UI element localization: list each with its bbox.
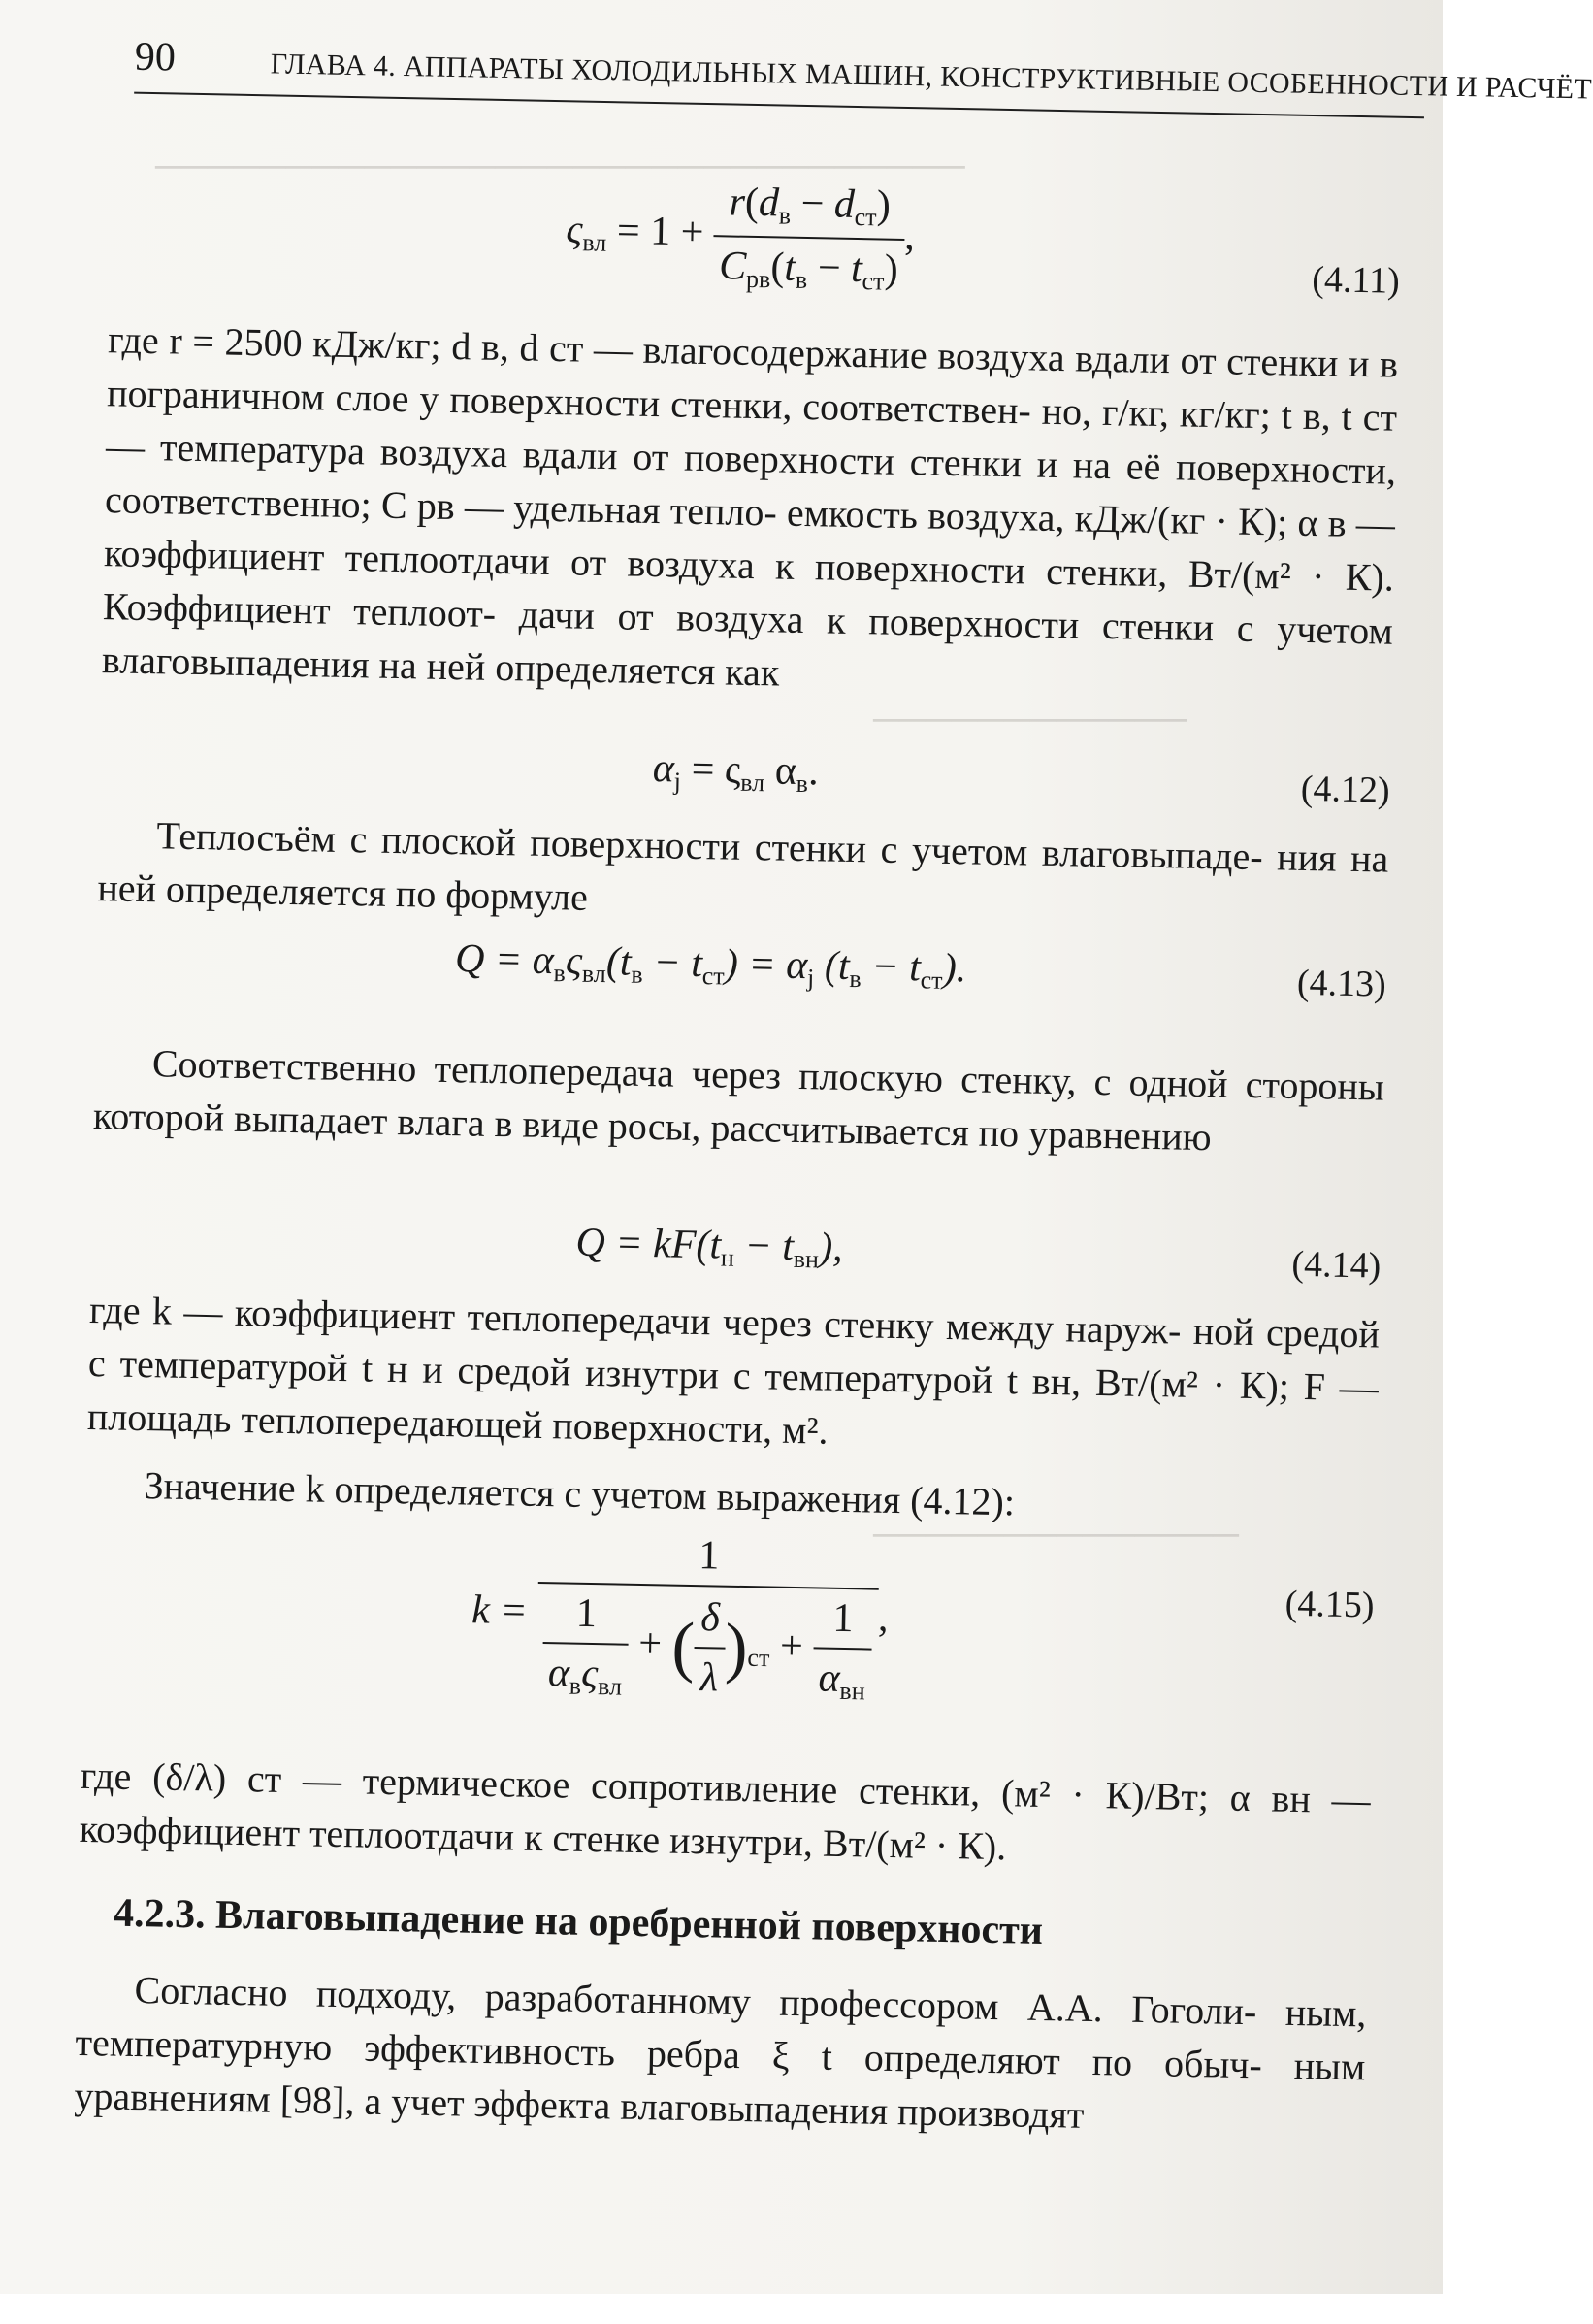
paragraph: где (δ/λ) ст — термическое сопротивление стенки, (м² · К)/Вт; α вн — коэффициент теплоотдачи к стенке изнутри, Вт/(м² · К). bbox=[79, 1752, 1372, 1869]
bleed-through-artifact: ─────────────────────────────── bbox=[155, 147, 965, 187]
bleed-through-artifact: ──────────── bbox=[873, 700, 1187, 740]
equation-number: (4.14) bbox=[1291, 1243, 1382, 1287]
running-header bbox=[124, 31, 1593, 124]
paragraph: Значение k определяется с учетом выражения (4.12): bbox=[144, 1463, 1016, 1524]
equation-number: (4.11) bbox=[1311, 259, 1401, 302]
equation-4-12: $\alpha_j = \varsigma_{вл}$ $\alpha_в$. (4.12) bbox=[652, 746, 1391, 811]
chapter-title: ГЛАВА 4. АППАРАТЫ ХОЛОДИЛЬНЫХ МАШИН, КОНСТРУКТИВНЫЕ ОСОБЕННОСТИ И РАСЧЁТ bbox=[270, 48, 1593, 106]
equation-4-14: $Q = kF(t_н - t_{вн})$, (4.14) bbox=[575, 1220, 1382, 1287]
paragraph: Соответственно теплопередача через плоскую стенку, с одной стороны которой выпадает влага в виде росы, рассчитывается по уравнению bbox=[92, 1041, 1385, 1160]
equation-number: (4.13) bbox=[1296, 962, 1387, 1005]
paragraph: где r = 2500 кДж/кг; d в, d ст — влагосодержание воздуха вдали от стенки и в пограничном слое у поверхности стенки, соответствен- но, г/кг, кг/кг; t в, t ст — температура воздуха вдали от поверхности стенки и на её поверхности, соответственно; C pв — удельная тепло- емкость воздуха, кДж/(кг · К); α в — коэффициент теплоотдачи от воздуха к поверхности стенки, Вт/(м² · К). Коэффициент теплоот- дачи от воздуха к поверхности стенки с учетом влаговыпадения на ней определяется как bbox=[101, 317, 1399, 695]
page-number: 90 bbox=[134, 34, 177, 81]
section-heading: 4.2.3. Влаговыпадение на оребренной поверхности bbox=[113, 1890, 1044, 1953]
paragraph: Теплосъём с плоской поверхности стенки с учетом влаговыпаде- ния на ней определяется по формуле bbox=[97, 813, 1389, 919]
paragraph: где k — коэффициент теплопередачи через стенку между наруж- ной средой с температурой t н и средой изнутри с температурой t вн, Вт/(м² · К); F — площадь теплопередающей поверхности, м². bbox=[86, 1288, 1381, 1453]
equation-number: (4.12) bbox=[1300, 768, 1391, 811]
equation-4-15: k = 1 $\frac{1}{\alpha_в\varsigma_{вл}}$ + ( $\frac{\delta}{\lambda}$ )$_{ст}$ + $\frac{1}{\alpha_{вн}}$ , (4.15) bbox=[81, 1521, 1376, 1749]
equation-4-11: $\varsigma_{вл} = 1$ + $\frac{r(d_в - d_{ст})}{C_{pв}(t_в - t_{ст})}$ , (4.11) bbox=[566, 180, 1401, 302]
bleed-through-artifact: ────────────── bbox=[873, 1515, 1239, 1555]
paragraph: Согласно подходу, разработанному профессором А.А. Гоголи- ным, температурную эффективность ребра ξ t определяют по обыч- ным уравнениям [98], а учет эффекта влаговыпадения производят bbox=[74, 1968, 1367, 2137]
equation-4-13: $Q = \alpha_в\varsigma_{вл}(t_в - t_{ст}) = \alpha_j$ $(t_в - t_{ст})$. (4.13) bbox=[454, 936, 1387, 1005]
equation-number: (4.15) bbox=[1284, 1583, 1375, 1626]
